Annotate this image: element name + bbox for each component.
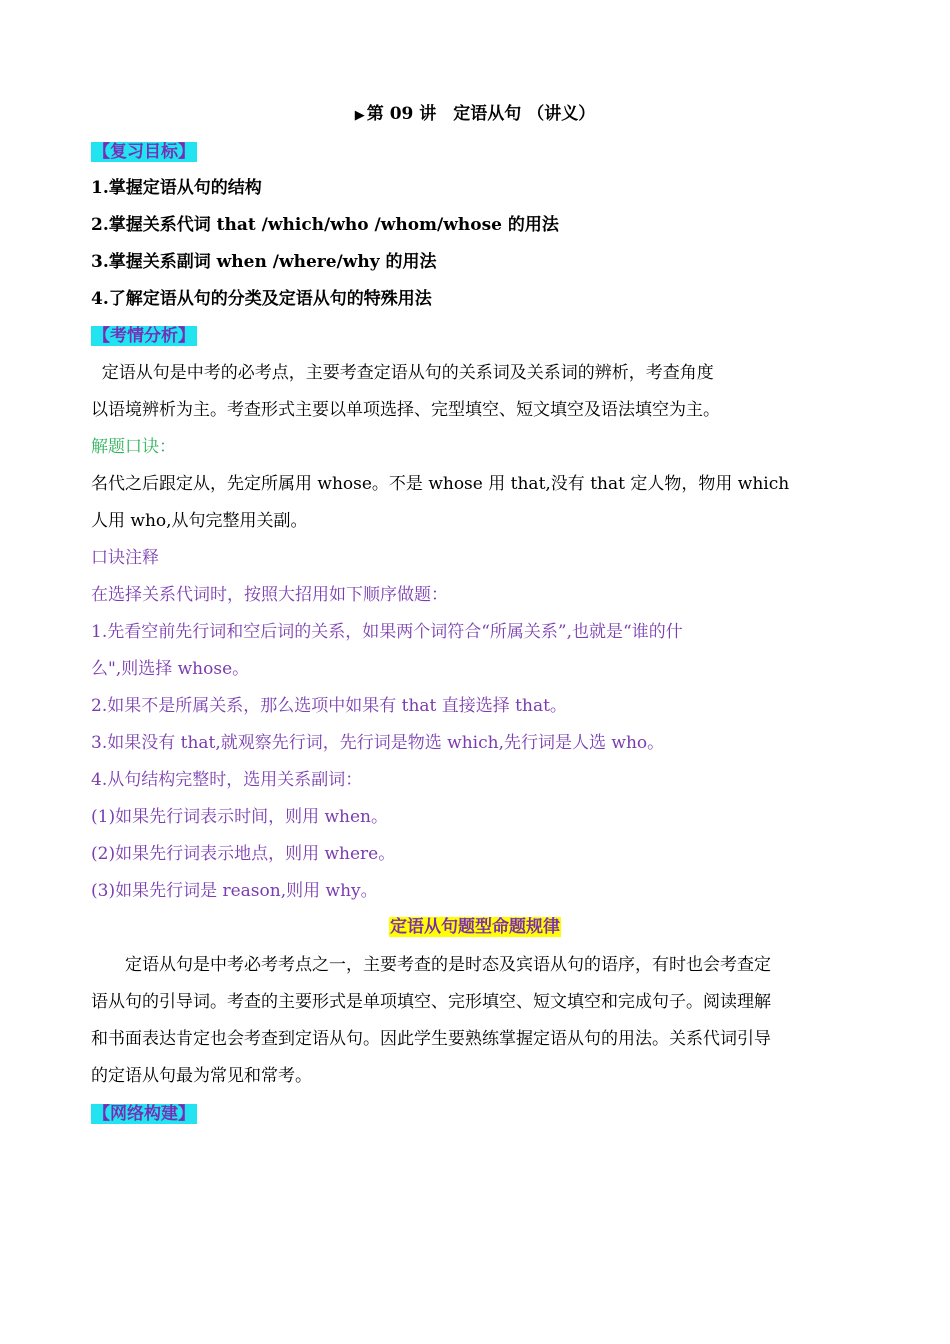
pattern-paragraph-line: 语从句的引导词。考查的主要形式是单项填空、完形填空、短文填空和完成句子。阅读理解	[91, 992, 771, 1012]
note-line: 3.如果没有 that,就观察先行词，先行词是物选 which,先行词是人选 who。	[91, 733, 665, 753]
analysis-paragraph-line: 以语境辨析为主。考查形式主要以单项选择、完型填空、短文填空及语法填空为主。	[91, 400, 720, 420]
triangle-marker-icon: ▶	[354, 108, 365, 123]
goal-item: 4.了解定语从句的分类及定语从句的特殊用法	[91, 289, 432, 309]
pattern-paragraph-line: 的定语从句最为常见和常考。	[91, 1066, 312, 1086]
pattern-heading: 定语从句题型命题规律	[390, 917, 560, 937]
formula-label: 解题口诀：	[91, 437, 176, 457]
goal-item: 1.掌握定语从句的结构	[91, 178, 262, 198]
exam-analysis-heading: 【考情分析】	[93, 326, 195, 346]
page-title-text: 第 09 讲 定语从句 （讲义）	[366, 104, 596, 124]
notes-label: 口诀注释	[91, 548, 159, 568]
note-line: (3)如果先行词是 reason,则用 why。	[91, 881, 378, 901]
note-line: 4.从句结构完整时，选用关系副词：	[91, 770, 363, 790]
note-line: 1.先看空前先行词和空后词的关系，如果两个词符合“所属关系”,也就是“谁的什	[91, 622, 683, 642]
pattern-paragraph-line: 定语从句是中考必考考点之一，主要考查的是时态及宾语从句的语序，有时也会考查定	[91, 955, 771, 975]
note-line: (1)如果先行词表示时间，则用 when。	[91, 807, 388, 827]
goal-item: 3.掌握关系副词 when /where/why 的用法	[91, 252, 437, 272]
review-goals-heading: 【复习目标】	[93, 142, 195, 162]
network-heading: 【网络构建】	[93, 1104, 195, 1124]
formula-line: 名代之后跟定从，先定所属用 whose。不是 whose 用 that,没有 that 定人物，物用 which	[91, 474, 790, 494]
goal-item: 2.掌握关系代词 that /which/who /whom/whose 的用法	[91, 215, 559, 235]
note-line: 么",则选择 whose。	[91, 659, 250, 679]
note-line: 2.如果不是所属关系，那么选项中如果有 that 直接选择 that。	[91, 696, 567, 716]
page-title	[0, 102, 950, 128]
analysis-paragraph-line: 定语从句是中考的必考点，主要考查定语从句的关系词及关系词的辨析，考查角度	[91, 363, 714, 383]
formula-line: 人用 who,从句完整用关副。	[91, 511, 308, 531]
pattern-paragraph-line: 和书面表达肯定也会考查到定语从句。因此学生要熟练掌握定语从句的用法。关系代词引导	[91, 1029, 771, 1049]
note-line: (2)如果先行词表示地点，则用 where。	[91, 844, 396, 864]
note-line: 在选择关系代词时，按照大招用如下顺序做题：	[91, 585, 448, 605]
